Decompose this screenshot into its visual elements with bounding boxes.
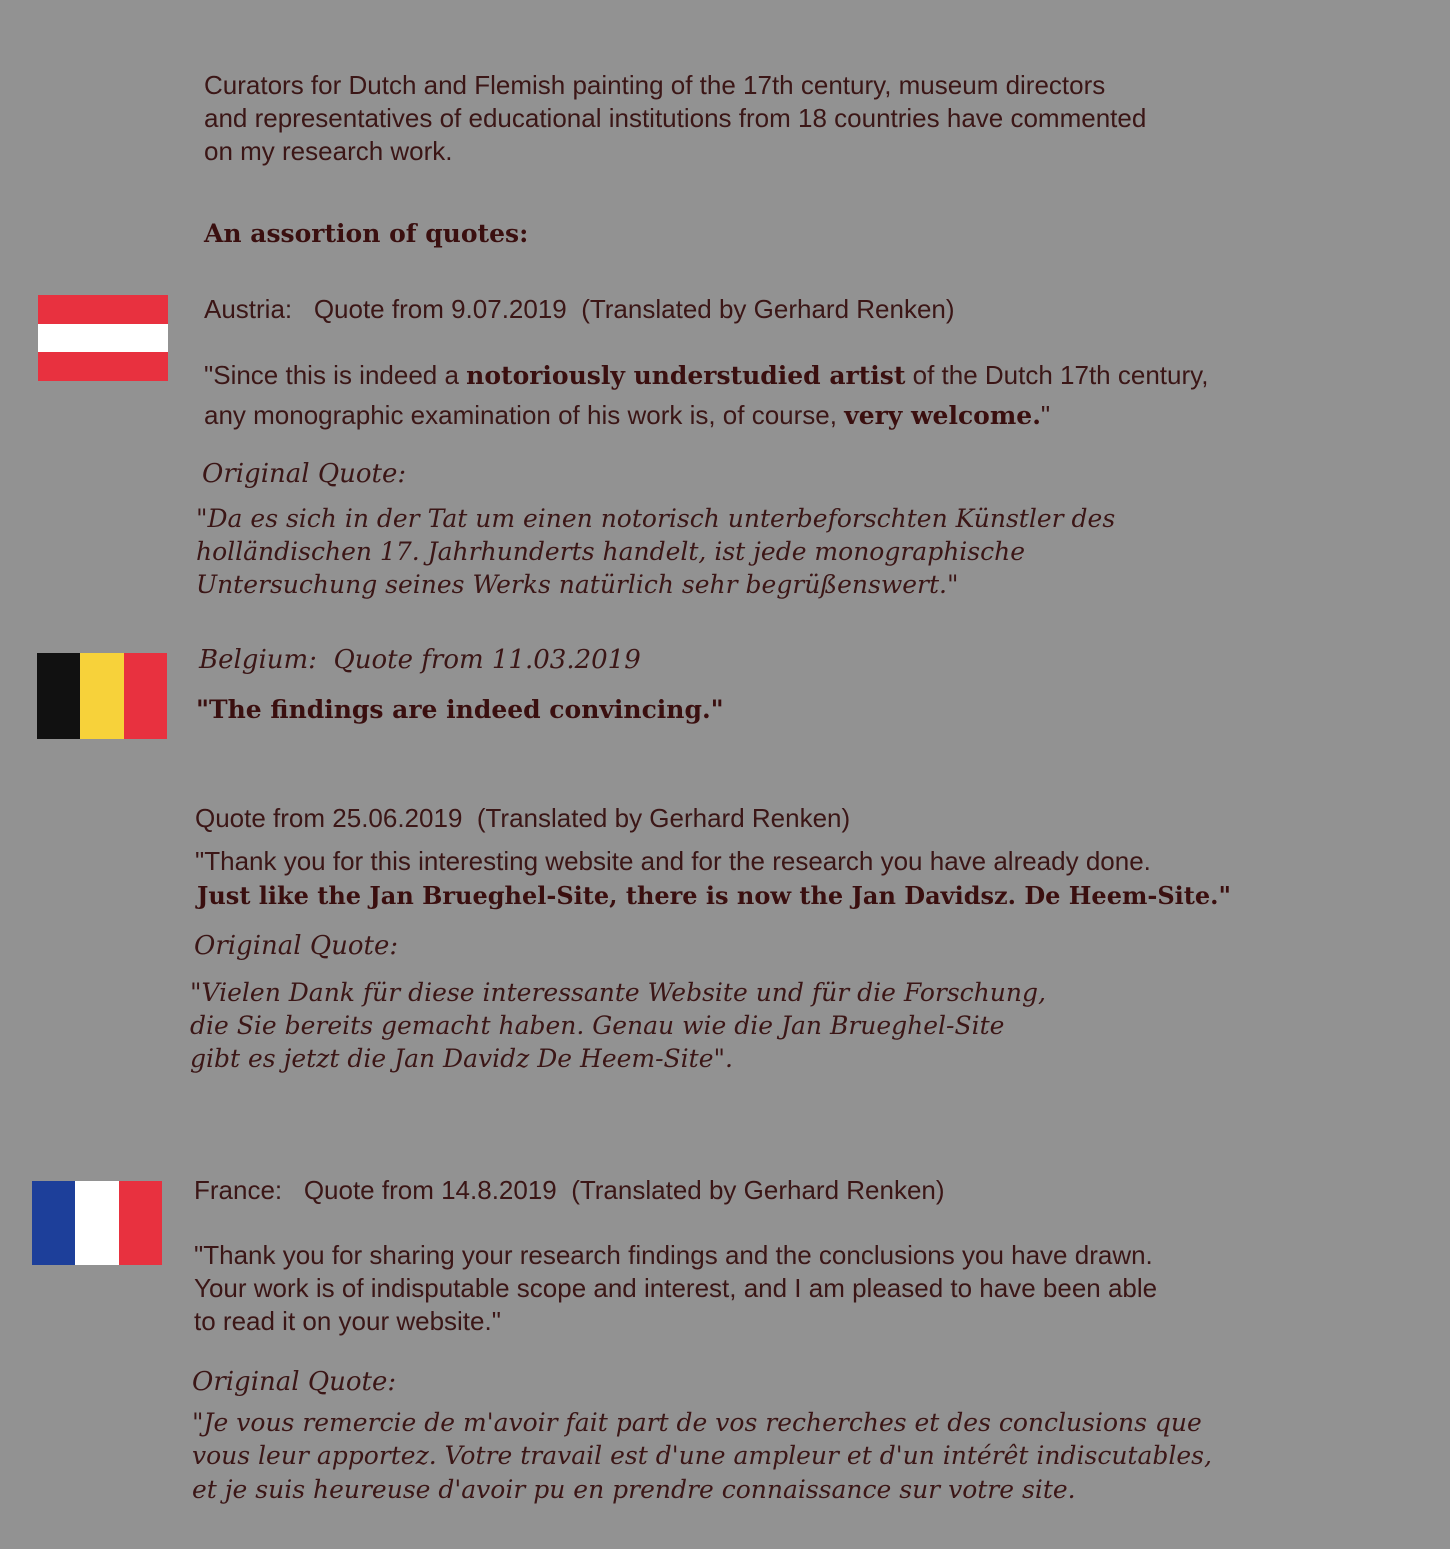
france-flag-stripe-right xyxy=(119,1181,162,1265)
belgium-flag-stripe-middle xyxy=(80,653,123,739)
intro-line-1: Curators for Dutch and Flemish painting of the 17th century, museum directors xyxy=(204,70,1106,100)
france-quote-line-3: to read it on your website." xyxy=(194,1306,501,1336)
belgium-quote-2-header: Quote from 25.06.2019 (Translated by Gerhard Renken) xyxy=(195,803,851,833)
belgium-original-line-2: die Sie bereits gemacht haben. Genau wie die Jan Brueghel-Site xyxy=(190,1011,1005,1040)
austria-original-line-3: Untersuchung seines Werks natürlich sehr begrüßenswert." xyxy=(196,570,959,599)
belgium-original-label: Original Quote: xyxy=(194,931,399,961)
austria-flag-stripe-middle xyxy=(38,324,168,353)
austria-original-line-2: holländischen 17. Jahrhunderts handelt, ist jede monographische xyxy=(196,537,1026,566)
belgium-quote-2-line-1: "Thank you for this interesting website and for the research you have already done. xyxy=(195,846,1151,876)
france-original-line-2: vous leur apportez. Votre travail est d'une ampleur et d'un intérêt indiscutables, xyxy=(192,1441,1212,1470)
assortment-heading: An assortion of quotes: xyxy=(204,219,529,248)
france-quote-line-2: Your work is of indisputable scope and interest, and I am pleased to have been able xyxy=(194,1273,1158,1303)
austria-flag-stripe-top xyxy=(38,295,168,324)
austria-original-line-1: "Da es sich in der Tat um einen notorisch unterbeforschten Künstler des xyxy=(196,504,1116,533)
austria-quote-line-2: any monographic examination of his work is, of course, very welcome." xyxy=(204,400,1051,430)
belgium-flag-stripe-right xyxy=(124,653,167,739)
france-quote-line-1: "Thank you for sharing your research findings and the conclusions you have drawn. xyxy=(194,1240,1153,1270)
austria-emphasis-1: notoriously understudied artist xyxy=(466,361,906,390)
austria-flag-stripe-bottom xyxy=(38,352,168,381)
belgium-flag-stripe-left xyxy=(37,653,80,739)
france-original-line-1: "Je vous remercie de m'avoir fait part de vos recherches et des conclusions que xyxy=(192,1408,1202,1437)
austria-quote-line-1: "Since this is indeed a notoriously understudied artist of the Dutch 17th century, xyxy=(204,360,1209,390)
belgium-original-line-1: "Vielen Dank für diese interessante Website und für die Forschung, xyxy=(190,978,1046,1007)
france-flag-stripe-left xyxy=(32,1181,75,1265)
austria-emphasis-2: very welcome. xyxy=(844,401,1041,430)
intro-line-3: on my research work. xyxy=(204,136,453,166)
belgium-original-line-3: gibt es jetzt die Jan Davidz De Heem-Site". xyxy=(190,1044,733,1073)
france-original-line-3: et je suis heureuse d'avoir pu en prendre connaissance sur votre site. xyxy=(192,1475,1076,1504)
france-quote-header: France: Quote from 14.8.2019 (Translated by Gerhard Renken) xyxy=(194,1175,945,1205)
belgium-flag xyxy=(37,653,167,739)
austria-original-label: Original Quote: xyxy=(202,459,407,489)
france-flag xyxy=(32,1181,162,1265)
france-flag-stripe-middle xyxy=(75,1181,118,1265)
belgium-quote-2-line-2: Just like the Jan Brueghel-Site, there is now the Jan Davidsz. De Heem-Site." xyxy=(197,881,1231,910)
france-original-label: Original Quote: xyxy=(192,1367,397,1397)
austria-flag xyxy=(38,295,168,381)
intro-line-2: and representatives of educational institutions from 18 countries have commented xyxy=(204,103,1147,133)
belgium-quote-1: "The findings are indeed convincing." xyxy=(196,695,724,724)
austria-quote-header: Austria: Quote from 9.07.2019 (Translated by Gerhard Renken) xyxy=(204,294,955,324)
belgium-quote-header: Belgium: Quote from 11.03.2019 xyxy=(199,645,641,675)
